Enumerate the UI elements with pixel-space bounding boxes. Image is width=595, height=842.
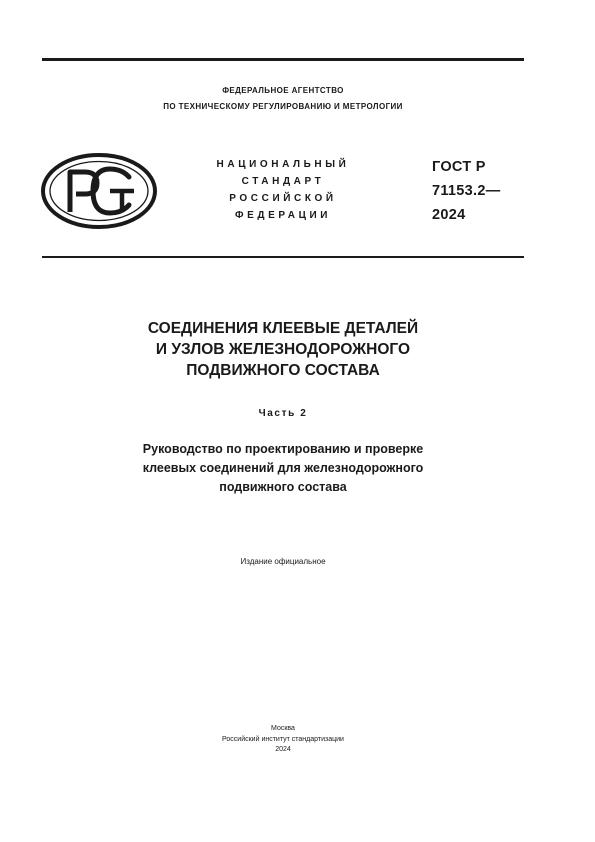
standard-type-line: НАЦИОНАЛЬНЫЙ <box>216 159 350 170</box>
standard-type <box>188 156 378 224</box>
agency-name-line-2: ПО ТЕХНИЧЕСКОМУ РЕГУЛИРОВАНИЮ И МЕТРОЛОГИИ <box>163 102 403 111</box>
title-line: ПОДВИЖНОГО СОСТАВА <box>186 362 380 379</box>
document-subtitle <box>42 440 524 497</box>
designation-prefix: ГОСТ Р <box>432 159 486 175</box>
agency-name-line-1: ФЕДЕРАЛЬНОЕ АГЕНТСТВО <box>222 86 344 95</box>
designation-number: 71153.2— <box>432 183 501 199</box>
standard-type-line: РОССИЙСКОЙ <box>229 193 337 204</box>
rst-certification-mark-icon <box>40 152 158 230</box>
standard-type-line: СТАНДАРТ <box>241 176 325 187</box>
document-title <box>42 318 524 381</box>
part-label: Часть 2 <box>258 408 308 419</box>
standard-designation <box>432 155 527 227</box>
imprint-city: Москва <box>271 725 295 732</box>
header-divider <box>42 256 524 258</box>
designation-year: 2024 <box>432 207 466 223</box>
imprint-year: 2024 <box>275 746 291 753</box>
subtitle-line: подвижного состава <box>219 480 347 494</box>
subtitle-line: клеевых соединений для железнодорожного <box>142 461 424 475</box>
edition-note: Издание официальное <box>240 557 326 566</box>
title-line: СОЕДИНЕНИЯ КЛЕЕВЫЕ ДЕТАЛЕЙ <box>147 320 419 337</box>
subtitle-line: Руководство по проектированию и проверке <box>142 442 424 456</box>
imprint-publisher: Российский институт стандартизации <box>222 735 344 743</box>
top-rule <box>42 58 524 61</box>
standard-type-line: ФЕДЕРАЦИИ <box>234 210 332 221</box>
publisher-imprint <box>42 724 524 756</box>
title-line: И УЗЛОВ ЖЕЛЕЗНОДОРОЖНОГО <box>155 341 411 358</box>
